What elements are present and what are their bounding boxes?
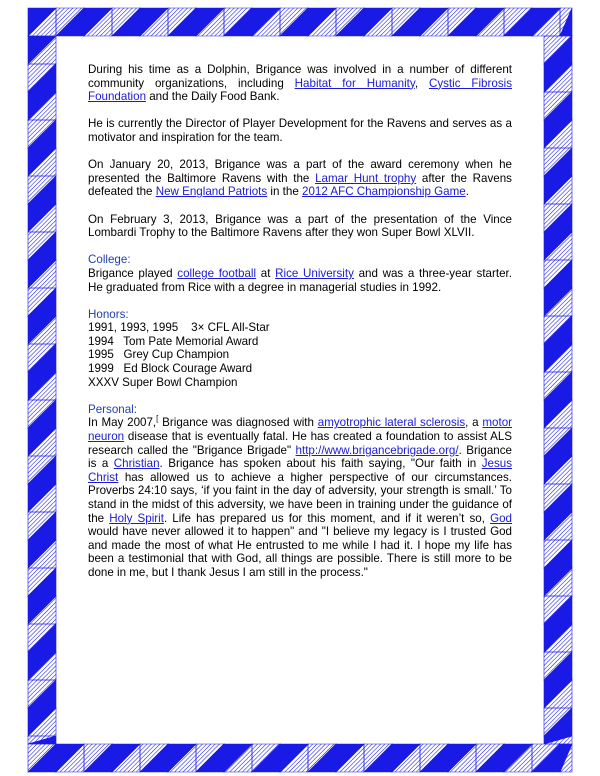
text: During his time as a Dolphin, Brigance was involved in a number of different community organizations, including <box>88 63 512 90</box>
link-college-football[interactable]: college football <box>177 266 257 280</box>
paragraph-lamar-hunt <box>88 158 512 199</box>
heading-honors: Honors: <box>88 307 129 321</box>
text: . Brigance is a <box>88 443 513 471</box>
text: . Brigance has spoken about his faith saying, "Our faith in <box>159 457 482 471</box>
link-als[interactable]: amyotrophic lateral sclerosis <box>317 416 466 430</box>
link-2012-afc-championship-game[interactable]: 2012 AFC Championship Game <box>302 185 466 199</box>
text: and was a three-year starter. He graduated from Rice with a degree in managerial studies in 1992. <box>88 266 512 294</box>
link-motor-neuron[interactable]: motor neuron <box>88 416 513 444</box>
link-new-england-patriots[interactable]: New England Patriots <box>155 185 268 199</box>
link-brigance-brigade[interactable]: http://www.brigancebrigade.org/ <box>295 443 459 457</box>
text: Brigance played <box>88 266 178 280</box>
text: at <box>256 266 276 280</box>
section-honors <box>88 308 512 390</box>
honor-item: 1995 Grey Cup Champion <box>88 348 230 362</box>
link-habitat-for-humanity[interactable]: Habitat for Humanity <box>294 76 415 90</box>
honor-item: 1991, 1993, 1995 3× CFL All-Star <box>88 321 270 335</box>
honor-item: XXXV Super Bowl Champion <box>88 375 238 389</box>
link-cystic-fibrosis-foundation[interactable]: Cystic Fibrosis Foundation <box>88 76 512 104</box>
paragraph-personal <box>88 416 512 579</box>
link-god[interactable]: God <box>490 511 512 525</box>
honor-item: 1999 Ed Block Courage Award <box>88 362 253 376</box>
text: and the Daily Food Bank. <box>146 90 280 104</box>
honor-item: 1994 Tom Pate Memorial Award <box>88 334 259 348</box>
text: Brigance was diagnosed with <box>158 416 318 430</box>
document-body <box>88 63 512 593</box>
text: in the <box>267 185 303 199</box>
link-christian[interactable]: Christian <box>113 457 160 471</box>
link-jesus-christ[interactable]: Jesus Christ <box>88 457 512 484</box>
text: would have never allowed it to happen" and "I believe my legacy is I trusted God and made the most of what He entrusted to me while I had it. I hope my life has been a testimonial that with God, all things are possible. There is still more to be done in me, but I thank Jesus I am still in the process." <box>88 525 512 579</box>
text: after the Ravens defeated the <box>88 171 512 199</box>
paragraph-dolphins <box>88 63 512 104</box>
text: , <box>414 76 429 90</box>
heading-college: College: <box>88 253 131 267</box>
text: , a <box>465 416 483 430</box>
text: disease that is eventually fatal. He has created a foundation to assist ALS research called the "Brigance Brigade" <box>88 430 512 457</box>
text: . Life has prepared us for this moment, and if it weren’t so, <box>163 511 491 525</box>
text: . <box>465 185 469 199</box>
paragraph-lombardi: On February 3, 2013, Brigance was a part of the presentation of the Vince Lombardi Trophy to the Baltimore Ravens after they won Super Bowl XLVII. <box>88 212 512 240</box>
text: has allowed us to achieve a higher perspective of our circumstances. Proverbs 24:10 says, ‘if you faint in the day of adversity, your strength is small.’ To stand in the midst of this adversity, we have been in training under the guidance of the <box>88 470 512 525</box>
section-personal <box>88 403 512 580</box>
paragraph-director: He is currently the Director of Player Development for the Ravens and serves as a motivator and inspiration for the team. <box>88 117 512 144</box>
paragraph-college <box>88 267 512 294</box>
text: In May 2007, <box>88 416 157 430</box>
link-rice-university[interactable]: Rice University <box>275 266 354 280</box>
text: On January 20, 2013, Brigance was a part of the award ceremony when he presented the Baltimore Ravens with the <box>88 158 512 185</box>
link-lamar-hunt-trophy[interactable]: Lamar Hunt trophy <box>315 171 417 185</box>
link-holy-spirit[interactable]: Holy Spirit <box>109 511 164 525</box>
citation-mark: [ <box>156 414 159 424</box>
section-college <box>88 253 512 294</box>
heading-personal: Personal: <box>88 402 137 416</box>
